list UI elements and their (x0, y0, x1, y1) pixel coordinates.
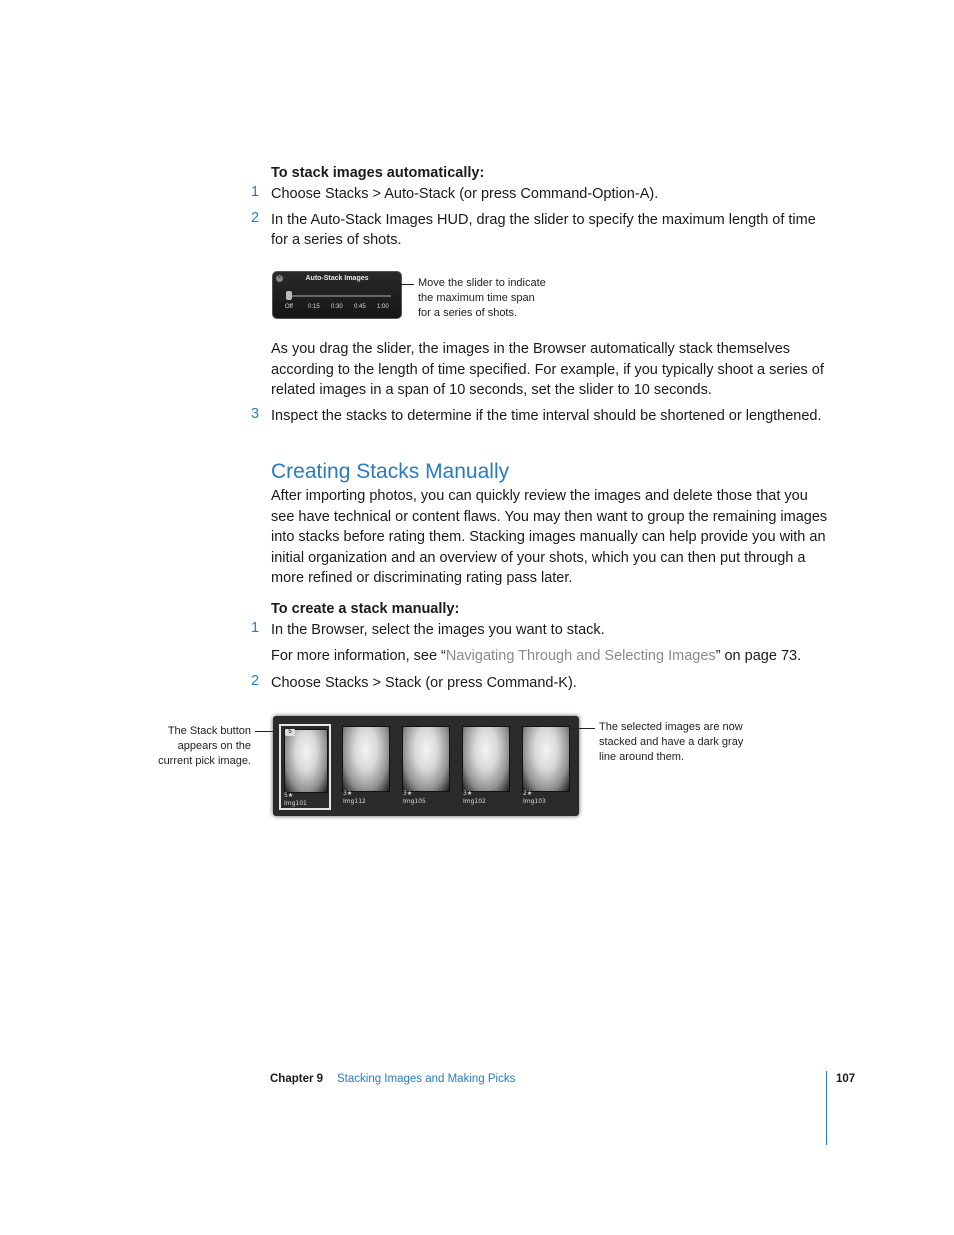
callout-leader (571, 728, 595, 729)
image-name: Img112 (343, 798, 366, 805)
footer-chapter-title: Stacking Images and Making Picks (337, 1073, 516, 1085)
step-number: 3 (251, 406, 260, 422)
image-name: Img101 (284, 800, 307, 807)
rating: 3★ (463, 790, 473, 797)
task-title-auto-stack: To stack images automatically: (271, 165, 485, 181)
footer-chapter: Chapter 9 (270, 1073, 324, 1085)
time-slider-track[interactable] (289, 295, 391, 297)
cross-reference-link[interactable]: Navigating Through and Selecting Images (445, 648, 716, 664)
rating: 3★ (403, 790, 413, 797)
rating: 2★ (523, 790, 533, 797)
task-title-manual-stack: To create a stack manually: (271, 601, 460, 617)
footer-rule (826, 1071, 827, 1145)
tick-label: 1:00 (377, 304, 389, 310)
thumbnail[interactable] (462, 726, 514, 812)
step-number: 1 (251, 184, 260, 200)
photo (342, 726, 390, 792)
close-icon[interactable]: × (277, 275, 282, 281)
hud-caption: Move the slider to indicate the maximum time span for a series of shots. (418, 277, 546, 319)
section-heading: Creating Stacks Manually (271, 460, 510, 483)
stacked-images-caption: The selected images are now stacked and have a dark gray line around them. (599, 721, 744, 763)
photo (522, 726, 570, 792)
image-name: Img105 (403, 798, 426, 805)
step-text: In the Browser, select the images you want to stack. (271, 622, 605, 638)
step-number: 2 (251, 210, 260, 226)
tick-label: 0:15 (308, 304, 320, 310)
step-text: In the Auto-Stack Images HUD, drag the slider to specify the maximum length of time (271, 212, 816, 228)
step-text: Choose Stacks > Auto-Stack (or press Command-Option-A). (271, 186, 659, 202)
paragraph: As you drag the slider, the images in the Browser automatically stack themselves according to the length of time specified. For example, if you typically shoot a series of related images in a span of 10 seconds, set the slider to 10 seconds. (271, 341, 824, 398)
thumbnail[interactable] (342, 726, 394, 812)
auto-stack-hud (272, 271, 402, 319)
callout-leader (287, 284, 414, 285)
thumbnail[interactable] (402, 726, 454, 812)
browser-strip (273, 716, 579, 816)
step-text: Choose Stacks > Stack (or press Command-K). (271, 675, 577, 691)
photo (462, 726, 510, 792)
tick-label: 0:30 (331, 304, 343, 310)
step-text: for a series of shots. (271, 232, 402, 248)
page-number: 107 (836, 1073, 856, 1085)
photo (402, 726, 450, 792)
image-name: Img103 (523, 798, 546, 805)
paragraph: After importing photos, you can quickly review the images and delete those that you see have technical or content flaws. You may then want to group the remaining images into stacks before rating them. Stacking images manually can help provide you with an initial organization and an overview of your shots, which you can then put through a more refined or discriminating rating pass later. (271, 488, 828, 586)
stack-button[interactable]: 5 (285, 729, 295, 736)
step-number: 2 (251, 673, 260, 689)
step-text: Inspect the stacks to determine if the time interval should be shortened or lengthened. (271, 408, 822, 424)
tick-label: 0:45 (354, 304, 366, 310)
step-number: 1 (251, 620, 260, 636)
hud-title: Auto-Stack Images (305, 275, 369, 282)
tick-label: Off (285, 304, 293, 310)
stack-button-caption: The Stack button appears on the current pick image. (158, 725, 251, 767)
thumbnail-pick[interactable] (279, 724, 331, 810)
image-name: Img102 (463, 798, 486, 805)
photo (284, 729, 328, 793)
rating: 5★ (284, 792, 294, 799)
rating: 3★ (343, 790, 353, 797)
more-info: For more information, see “Navigating Through and Selecting Images” on page 73. (271, 648, 802, 664)
thumbnail[interactable] (522, 726, 574, 812)
time-slider-knob[interactable] (286, 291, 292, 300)
